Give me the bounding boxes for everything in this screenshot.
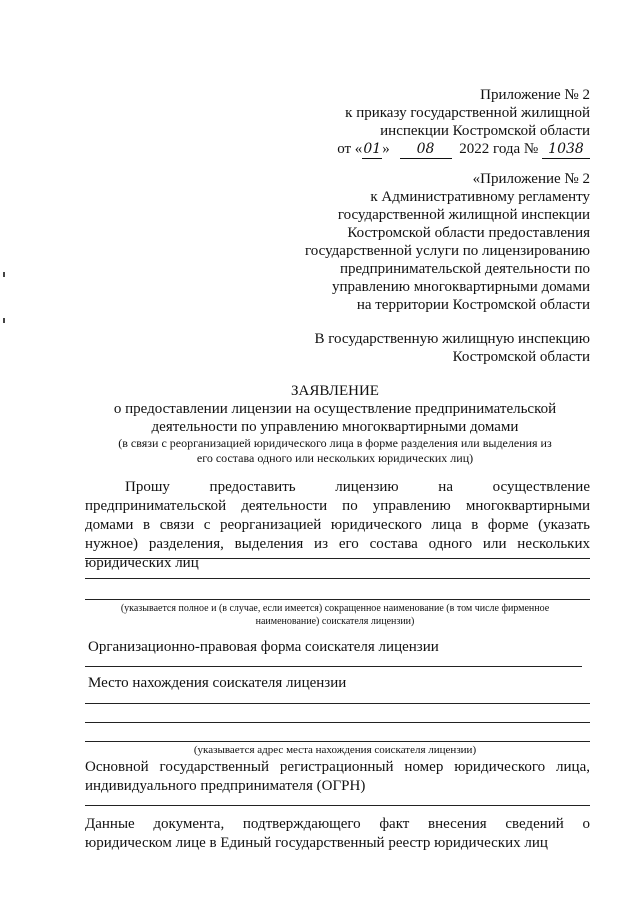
applicant-name-line bbox=[85, 599, 590, 600]
name-caption: (указывается полное и (в случае, если имеется) сокращенное наименование (в том числе фирменное bbox=[120, 603, 550, 614]
name-caption: наименование) соискателя лицензии) bbox=[255, 616, 415, 627]
appendix-title: Приложение № 2 bbox=[480, 87, 590, 103]
paragraph-line: нужное) разделения, выделения из его состава одного или нескольких bbox=[85, 536, 590, 552]
document-line: Данные документа, подтверждающего факт внесения сведений о bbox=[85, 816, 590, 832]
regulation-line: «Приложение № 2 bbox=[472, 171, 590, 187]
location-line bbox=[85, 741, 590, 742]
addressee-line: В государственную жилищную инспекцию bbox=[314, 331, 590, 347]
paragraph-line: домами в связи с реорганизацией юридического лица в форме (указать bbox=[85, 517, 590, 533]
margin-mark bbox=[3, 318, 5, 323]
regulation-line: государственной жилищной инспекции bbox=[337, 207, 590, 223]
regulation-line: предпринимательской деятельности по bbox=[339, 261, 590, 277]
title-subline: деятельности по управлению многоквартирными домами bbox=[151, 419, 519, 435]
addressee-line: Костромской области bbox=[452, 349, 590, 365]
regulation-line: Костромской области предоставления bbox=[347, 225, 590, 241]
regulation-line: к Административному регламенту bbox=[370, 189, 590, 205]
order-number: 1038 bbox=[542, 140, 590, 159]
document-line: юридическом лице в Единый государственный реестр юридических лиц bbox=[85, 835, 548, 851]
regulation-line: управлению многоквартирными домами bbox=[331, 279, 590, 295]
ogrn-line-field bbox=[85, 805, 590, 806]
paragraph-line: юридических лиц bbox=[85, 555, 199, 571]
ogrn-line: Основной государственный регистрационный номер юридического лица, bbox=[85, 759, 590, 775]
location-line bbox=[85, 703, 590, 704]
order-year: 2022 года № bbox=[459, 141, 539, 157]
regulation-line: государственной услуги по лицензированию bbox=[305, 243, 590, 259]
title-note: его состава одного или нескольких юридических лиц) bbox=[196, 451, 474, 465]
org-form-line bbox=[85, 666, 582, 667]
location-line bbox=[85, 722, 590, 723]
order-day: 01 bbox=[363, 141, 382, 157]
ogrn-block bbox=[85, 758, 590, 796]
regulation-line: на территории Костромской области bbox=[356, 297, 590, 313]
page-title: ЗАЯВЛЕНИЕ bbox=[291, 383, 379, 399]
date-prefix: от « bbox=[337, 141, 363, 157]
date-mid: » bbox=[382, 141, 390, 157]
inspection-line: инспекции Костромской области bbox=[380, 123, 590, 139]
applicant-name-line bbox=[85, 558, 590, 559]
org-form-label: Организационно-правовая форма соискателя лицензии bbox=[88, 639, 439, 655]
paragraph-line: Прошу предоставить лицензию на осуществление bbox=[125, 479, 590, 495]
order-month: 08 bbox=[400, 140, 452, 159]
location-label: Место нахождения соискателя лицензии bbox=[88, 675, 347, 691]
margin-mark bbox=[3, 272, 5, 277]
title-subline: о предоставлении лицензии на осуществление предпринимательской bbox=[113, 401, 557, 417]
title-note: (в связи с реорганизацией юридического лица в форме разделения или выделения из bbox=[118, 436, 552, 450]
paragraph-line: предпринимательской деятельности по управлению многоквартирными bbox=[85, 498, 590, 514]
ogrn-line: индивидуального предпринимателя (ОГРН) bbox=[85, 778, 366, 794]
order-line: к приказу государственной жилищной bbox=[345, 105, 590, 121]
registry-document-block bbox=[85, 815, 590, 853]
order-date-line bbox=[337, 140, 590, 159]
address-caption: (указывается адрес места нахождения соискателя лицензии) bbox=[193, 744, 477, 756]
applicant-name-line bbox=[85, 578, 590, 579]
